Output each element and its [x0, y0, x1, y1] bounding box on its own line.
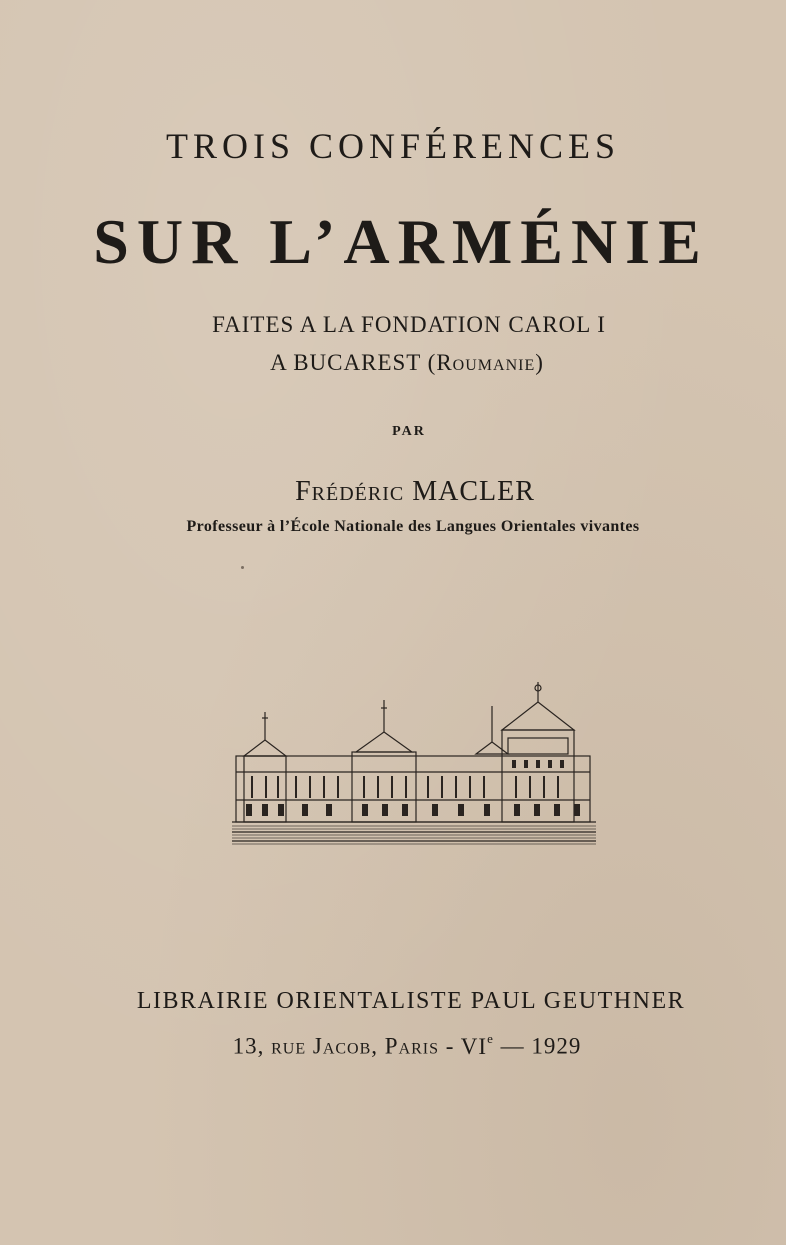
publisher-address	[14, 1024, 786, 1064]
by-label: PAR	[392, 424, 426, 439]
author-name	[22, 474, 786, 510]
title-line-1: TROIS CONFÉRENCES	[165, 126, 621, 166]
arrondissement-numeral: VI	[460, 1033, 488, 1059]
publisher-name: LIBRAIRIE ORIENTALISTE PAUL GEUTHNER	[136, 988, 686, 1014]
address-street: rue Jacob,	[271, 1033, 379, 1059]
address-separator-1: -	[445, 1033, 455, 1059]
author-first-name: Frédéric	[295, 476, 405, 507]
address-separator-2: —	[500, 1033, 525, 1059]
publication-year: 1929	[531, 1033, 582, 1059]
subtitle-country: (Roumanie)	[427, 350, 544, 375]
address-number: 13,	[232, 1033, 265, 1059]
main-title: SUR L’ARMÉNIE	[93, 206, 709, 277]
address-arrondissement	[460, 1031, 494, 1059]
author-last-name: MACLER	[412, 476, 535, 507]
address-city: Paris	[384, 1033, 440, 1059]
paper-speck	[241, 566, 244, 569]
palace-building-engraving-icon	[232, 676, 596, 848]
subtitle-line-1: FAITES A LA FONDATION CAROL I	[212, 312, 606, 337]
subtitle-line-2	[14, 348, 786, 378]
arrondissement-suffix: e	[487, 1031, 494, 1046]
subtitle-city: A BUCAREST	[270, 350, 421, 375]
author-position: Professeur à l’École Nationale des Langues Orientales vivantes	[186, 518, 640, 535]
